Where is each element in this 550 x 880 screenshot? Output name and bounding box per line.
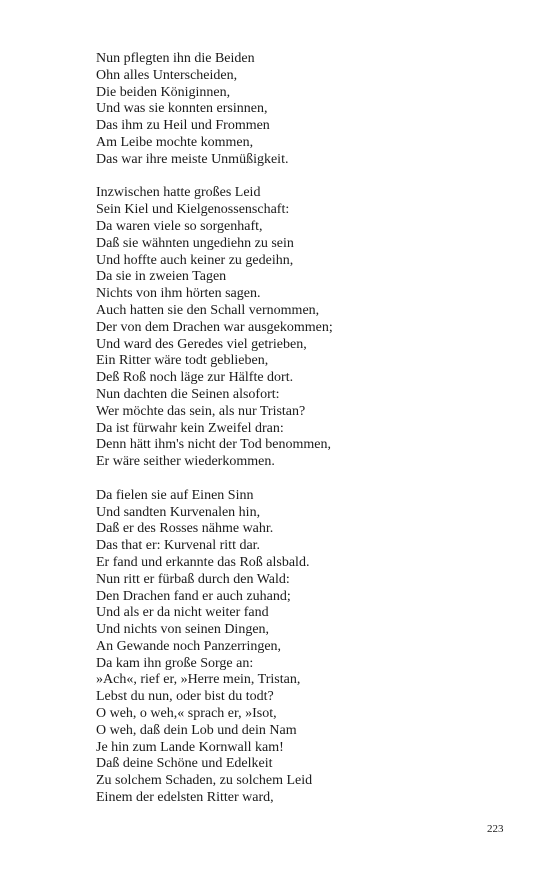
verse-line: Und was sie konnten ersinnen, — [96, 101, 268, 117]
verse-line: Der von dem Drachen war ausgekommen; — [96, 319, 333, 335]
verse-line: Da waren viele so sorgenhaft, — [96, 218, 263, 234]
verse-line: Auch hatten sie den Schall vernommen, — [96, 302, 320, 318]
verse-line: Sein Kiel und Kielgenossenschaft: — [96, 202, 290, 218]
verse-line: Und als er da nicht weiter fand — [96, 605, 269, 621]
verse-line: Nun ritt er fürbaß durch den Wald: — [96, 571, 290, 587]
stanza — [96, 51, 516, 169]
verse-line: Da ist fürwahr kein Zweifel dran: — [96, 420, 284, 436]
verse-line: Da fielen sie auf Einen Sinn — [96, 487, 254, 503]
verse-line: Nun dachten die Seinen alsofort: — [96, 386, 280, 402]
verse-line: Den Drachen fand er auch zuhand; — [96, 588, 291, 604]
verse-line: Nichts von ihm hörten sagen. — [96, 286, 261, 302]
verse-line: Wer möchte das sein, als nur Tristan? — [96, 403, 306, 419]
verse-line: »Ach«, rief er, »Herre mein, Tristan, — [96, 672, 301, 688]
stanza — [96, 185, 516, 471]
verse-line: Je hin zum Lande Kornwall kam! — [96, 739, 284, 755]
verse-line: Die beiden Königinnen, — [96, 84, 231, 100]
verse-line: Inzwischen hatte großes Leid — [96, 185, 261, 201]
verse-line: Daß deine Schöne und Edelkeit — [96, 756, 273, 772]
verse-line: Daß sie wähnten ungediehn zu sein — [96, 235, 294, 251]
verse-line: Da kam ihn große Sorge an: — [96, 655, 254, 671]
verse-line: Und hoffte auch keiner zu gedeihn, — [96, 252, 294, 268]
verse-line: Lebst du nun, oder bist du todt? — [96, 689, 274, 705]
verse-line: Er wäre seither wiederkommen. — [96, 454, 275, 470]
verse-line: Da sie in zweien Tagen — [96, 269, 227, 285]
verse-line: Einem der edelsten Ritter ward, — [96, 790, 274, 806]
verse-line: Denn hätt ihm's nicht der Tod benommen, — [96, 437, 331, 453]
verse-line: Ohn alles Unterscheiden, — [96, 67, 238, 83]
page-number: 223 — [487, 823, 504, 835]
verse-line: O weh, o weh,« sprach er, »Isot, — [96, 706, 277, 722]
verse-line: Deß Roß noch läge zur Hälfte dort. — [96, 370, 294, 386]
verse-line: Das ihm zu Heil und Frommen — [96, 118, 270, 134]
verse-line: O weh, daß dein Lob und dein Nam — [96, 722, 297, 738]
verse-line: Daß er des Rosses nähme wahr. — [96, 521, 274, 537]
verse-line: Ein Ritter wäre todt geblieben, — [96, 353, 269, 369]
verse-line: An Gewande noch Panzerringen, — [96, 638, 282, 654]
poem-text — [96, 51, 516, 824]
verse-line: Das war ihre meiste Unmüßigkeit. — [96, 151, 289, 167]
verse-line: Und sandten Kurvenalen hin, — [96, 504, 261, 520]
verse-line: Und nichts von seinen Dingen, — [96, 622, 270, 638]
verse-line: Nun pflegten ihn die Beiden — [96, 51, 255, 66]
verse-line: Zu solchem Schaden, zu solchem Leid — [96, 773, 313, 789]
verse-line: Er fand und erkannte das Roß alsbald. — [96, 554, 310, 570]
verse-line: Das that er: Kurvenal ritt dar. — [96, 538, 261, 554]
verse-line: Und ward des Geredes viel getrieben, — [96, 336, 307, 352]
verse-line: Am Leibe mochte kommen, — [96, 134, 254, 150]
stanza — [96, 488, 516, 807]
